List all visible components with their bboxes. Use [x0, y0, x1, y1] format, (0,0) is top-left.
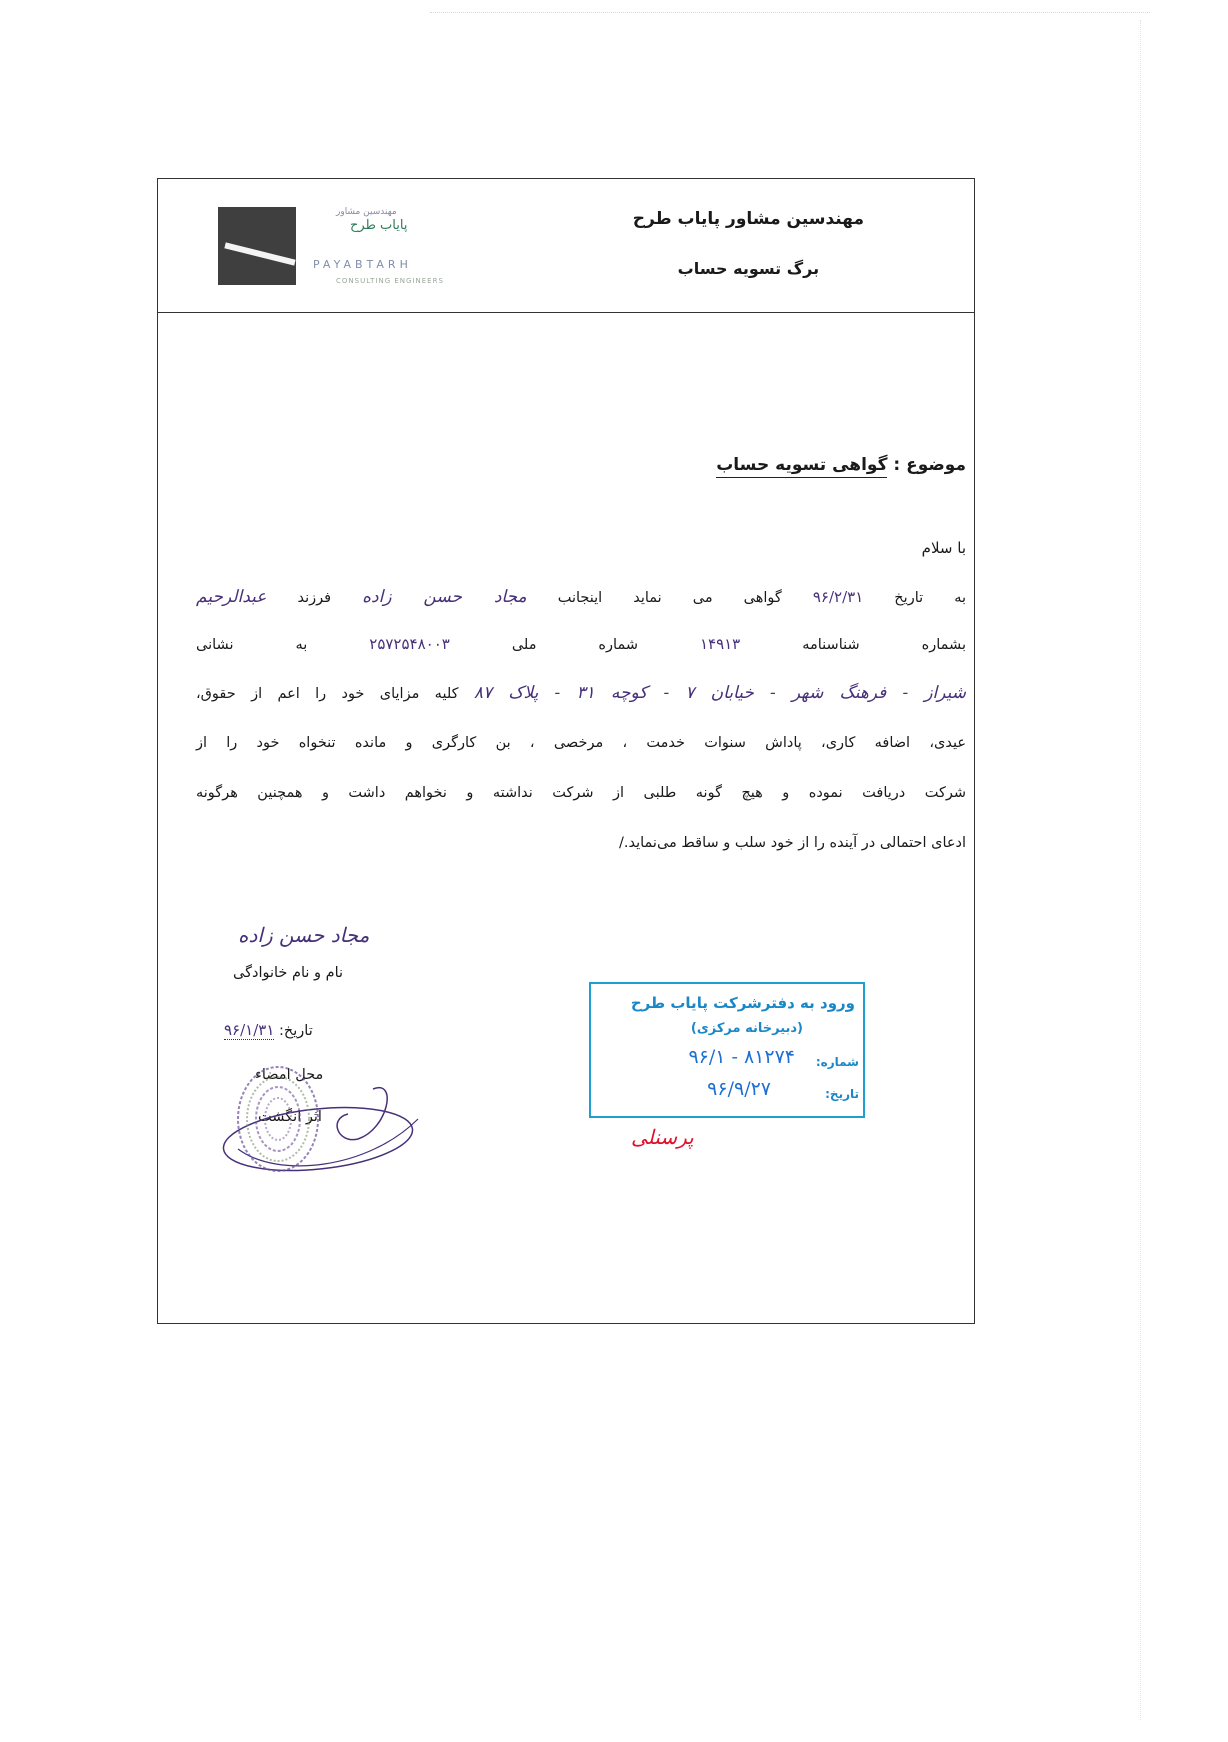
handwritten-address: شیراز - فرهنگ شهر - خیابان ۷ - کوچه ۳۱ - پلاک ۸۷	[473, 683, 967, 703]
text-id-number: بشماره شناسنامه	[802, 637, 966, 653]
stamp-date-label: تاریخ:	[825, 1087, 859, 1101]
letter-line-3	[196, 683, 966, 703]
stamp-number-label: شماره:	[815, 1055, 859, 1069]
handwritten-sign-date: ۹۶/۱/۳۱	[224, 1021, 275, 1039]
name-label: نام و نام خانوادگی	[233, 965, 344, 981]
company-logo	[218, 207, 468, 285]
text-date-intro: به تاریخ	[894, 590, 967, 606]
logo-mark-icon	[218, 207, 296, 285]
fingerprint-label: اثر انگشت	[258, 1109, 322, 1125]
handwritten-id-number: ۱۴۹۱۳	[699, 635, 741, 653]
text-child-of: فرزند	[297, 590, 332, 606]
text-national-id: شماره ملی	[511, 637, 638, 653]
logo-en-name: PAYABTARH	[313, 258, 412, 271]
letter-line-1	[196, 587, 966, 607]
handwritten-national-id: ۲۵۷۲۵۴۸۰۰۳	[369, 635, 450, 653]
subject-line	[716, 455, 966, 475]
handwritten-employee-name: مجاد حسن زاده	[362, 587, 527, 607]
text-all-benefits: کلیه مزایای خود را اعم از حقوق،	[196, 686, 459, 702]
document-frame	[157, 178, 975, 1324]
subject-label: موضوع :	[893, 455, 966, 475]
text-address-intro: به نشانی	[196, 637, 308, 653]
stamp-date-value: ۹۶/۹/۲۷	[707, 1078, 771, 1100]
scan-edge-right	[1140, 20, 1141, 1720]
date-label: تاریخ:	[279, 1023, 313, 1039]
handwritten-father-name: عبدالرحیم	[196, 587, 267, 607]
letter-line-2	[196, 635, 966, 653]
document-header	[158, 179, 974, 313]
red-handwritten-note: پرسنلی	[631, 1125, 694, 1149]
logo-fa-small-text: مهندسین مشاور	[336, 207, 397, 217]
text-certifies: گواهی می نماید اینجانب	[557, 590, 782, 606]
letter-line-6: ادعای احتمالی در آینده را از خود سلب و ساقط می‌نماید./	[618, 835, 966, 851]
header-titles	[633, 209, 864, 278]
registration-stamp	[589, 982, 865, 1118]
company-name: مهندسین مشاور پایاب طرح	[632, 209, 864, 229]
letter-line-5: شرکت دریافت نموده و هیچ گونه طلبی از شرکت نداشته و نخواهم داشت و همچنین هرگونه	[196, 785, 966, 801]
subject-value: گواهی تسویه حساب	[716, 455, 887, 478]
greeting: با سلام	[921, 539, 966, 557]
stamp-subtitle: (دبیرخانه مرکزی)	[690, 1021, 803, 1036]
logo-tagline: CONSULTING ENGINEERS	[336, 277, 444, 285]
stamp-title: ورود به دفترشرکت پایاب طرح	[630, 994, 855, 1012]
fingerprint-icon	[228, 1059, 328, 1179]
letter-line-4: عیدی، اضافه کاری، پاداش سنوات خدمت ، مرخصی ، بن کارگری و مانده تنخواه خود را از	[196, 735, 966, 751]
handwritten-date: ۹۶/۲/۳۱	[812, 588, 864, 606]
signature-place-label: محل امضاء	[255, 1067, 324, 1083]
form-title: برگ تسویه حساب	[677, 259, 820, 278]
logo-fa-name: پایاب طرح	[350, 218, 408, 233]
scan-edge-top	[430, 12, 1150, 13]
handwritten-signature-name: مجاد حسن زاده	[238, 923, 370, 947]
stamp-number-value: ۸۱۲۷۴ - ۹۶/۱	[688, 1046, 795, 1068]
